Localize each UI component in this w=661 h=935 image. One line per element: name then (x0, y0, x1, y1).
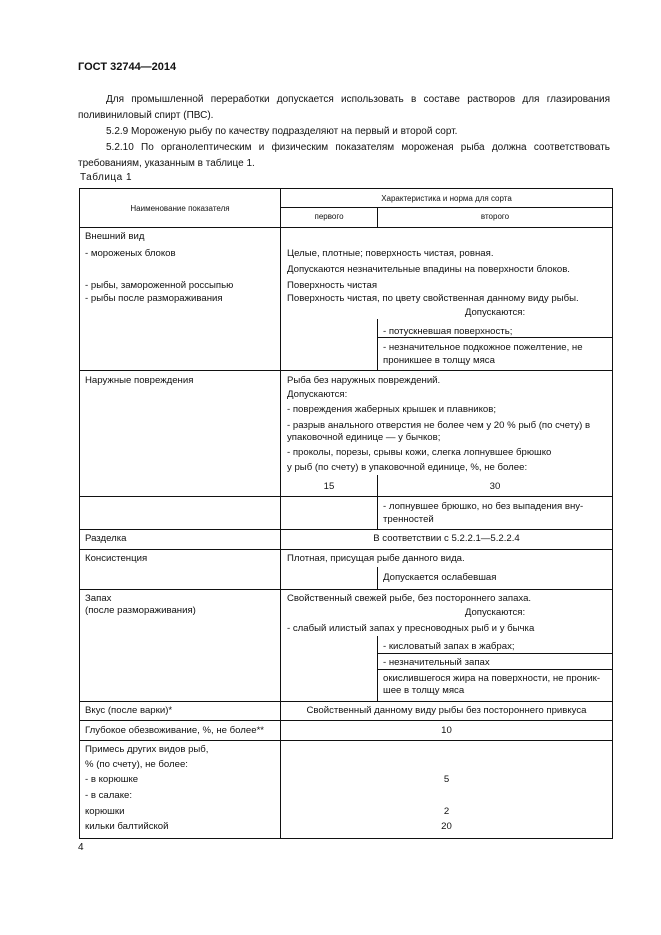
smell-line-1: Свойственный свежей рыбе, без постороннего запаха. (287, 593, 532, 604)
paragraph-pvs: Для промышленной переработки допускается использовать в составе растворов для глазирования поливиниловый спирт (ПВС). (78, 94, 610, 121)
damage-first-value: 15 (323, 481, 335, 492)
appearance-second-2a: - незначительное подкожное пожелтение, не (383, 342, 583, 353)
damage-line-4b: упаковочной единице — у бычков; (287, 432, 441, 443)
row-smell-name: Запах (85, 593, 112, 604)
row-cutting-name: Разделка (85, 533, 127, 544)
appearance-thawed-value: Поверхность чистая, по цвету свойственная данному виду рыбы. (287, 293, 579, 304)
damage-line-3: - повреждения жаберных крышек и плавников; (287, 404, 497, 415)
damage-line-2: Допускаются: (287, 389, 348, 400)
damage-line-1: Рыба без наружных повреждений. (287, 375, 441, 386)
admixture-smelt-value: 5 (443, 774, 450, 785)
damage-line-6: у рыб (по счету) в упаковочной единице, %, не более: (287, 462, 528, 473)
col-header-indicator: Наименование показателя (130, 204, 230, 213)
appearance-allowed: Допускаются: (464, 307, 526, 318)
damage-second-1b: тренностей (383, 514, 434, 525)
taste-value: Свойственный данному виду рыбы без постороннего привкуса (306, 705, 587, 716)
appearance-blocks-value2: Допускаются незначительные впадины на поверхности блоков. (287, 264, 570, 275)
row-damage-name: Наружные повреждения (85, 375, 194, 386)
page-number: 4 (78, 842, 84, 853)
row-admixture-line-1: Примесь других видов рыб, (85, 744, 209, 755)
row-smell-sub: (после размораживания) (85, 605, 196, 616)
table-caption: Таблица 1 (80, 172, 133, 183)
smell-second-2: - незначительный запах (383, 657, 490, 668)
smell-second-3b: шее в толщу мяса (383, 685, 465, 696)
damage-line-4a: - разрыв анального отверстия не более чем у 20 % рыб (по счету) в (287, 420, 591, 431)
row-dehydration-name: Глубокое обезвоживание, %, не более** (85, 725, 265, 736)
row-admixture-line-2: % (по счету), не более: (85, 759, 188, 770)
row-taste-name: Вкус (после варки)* (85, 705, 173, 716)
row-appearance-name: Внешний вид (85, 231, 145, 242)
appearance-second-1: - потускневшая поверхность; (383, 326, 513, 337)
consistency-second: Допускается ослабевшая (383, 572, 497, 583)
appearance-loose-value: Поверхность чистая (287, 280, 378, 291)
row-appearance-blocks: - мороженых блоков (85, 248, 176, 259)
appearance-blocks-value: Целые, плотные; поверхность чистая, ровная. (287, 248, 494, 259)
paragraph-5-2-9: 5.2.9 Мороженую рыбу по качеству подразделяют на первый и второй сорт. (106, 126, 458, 137)
row-admixture-line-6: кильки балтийской (85, 821, 169, 832)
col-header-second: второго (480, 212, 510, 221)
row-appearance-thawed: - рыбы после размораживания (85, 293, 223, 304)
row-admixture-line-4: - в салаке: (85, 790, 132, 801)
smell-second-3a: окислившегося жира на поверхности, не проник- (383, 673, 601, 684)
consistency-value: Плотная, присущая рыбе данного вида. (287, 553, 465, 564)
row-admixture-line-3: - в корюшке (85, 774, 139, 785)
document-header: ГОСТ 32744—2014 (78, 61, 177, 73)
col-header-characteristic: Характеристика и норма для сорта (381, 194, 512, 203)
admixture-kilka-value: 20 (441, 821, 452, 832)
row-admixture-line-5: корюшки (85, 806, 125, 817)
smell-line-2: - слабый илистый запах у пресноводных рыб и у бычка (287, 623, 535, 634)
row-appearance-loose: - рыбы, замороженной россыпью (85, 280, 234, 291)
cutting-value: В соответствии с 5.2.2.1—5.2.2.4 (373, 533, 520, 544)
appearance-second-2b: проникшее в толщу мяса (383, 355, 495, 366)
damage-second-value: 30 (489, 481, 501, 492)
row-consistency-name: Консистенция (85, 553, 148, 564)
smell-second-1: - кисловатый запах в жабрах; (383, 641, 515, 652)
smell-allowed: Допускаются: (464, 607, 526, 618)
col-header-first: первого (314, 212, 344, 221)
damage-second-1a: - лопнувшее брюшко, но без выпадения вну- (383, 501, 584, 512)
paragraph-5-2-10: 5.2.10 По органолептическим и физическим показателям мороженая рыба должна соответствовать требованиям, указанным в таблице 1. (78, 142, 610, 169)
damage-line-5: - проколы, порезы, срывы кожи, слегка лопнувшее брюшко (287, 447, 552, 458)
admixture-korushki-value: 2 (443, 806, 450, 817)
dehydration-value: 10 (441, 725, 452, 736)
